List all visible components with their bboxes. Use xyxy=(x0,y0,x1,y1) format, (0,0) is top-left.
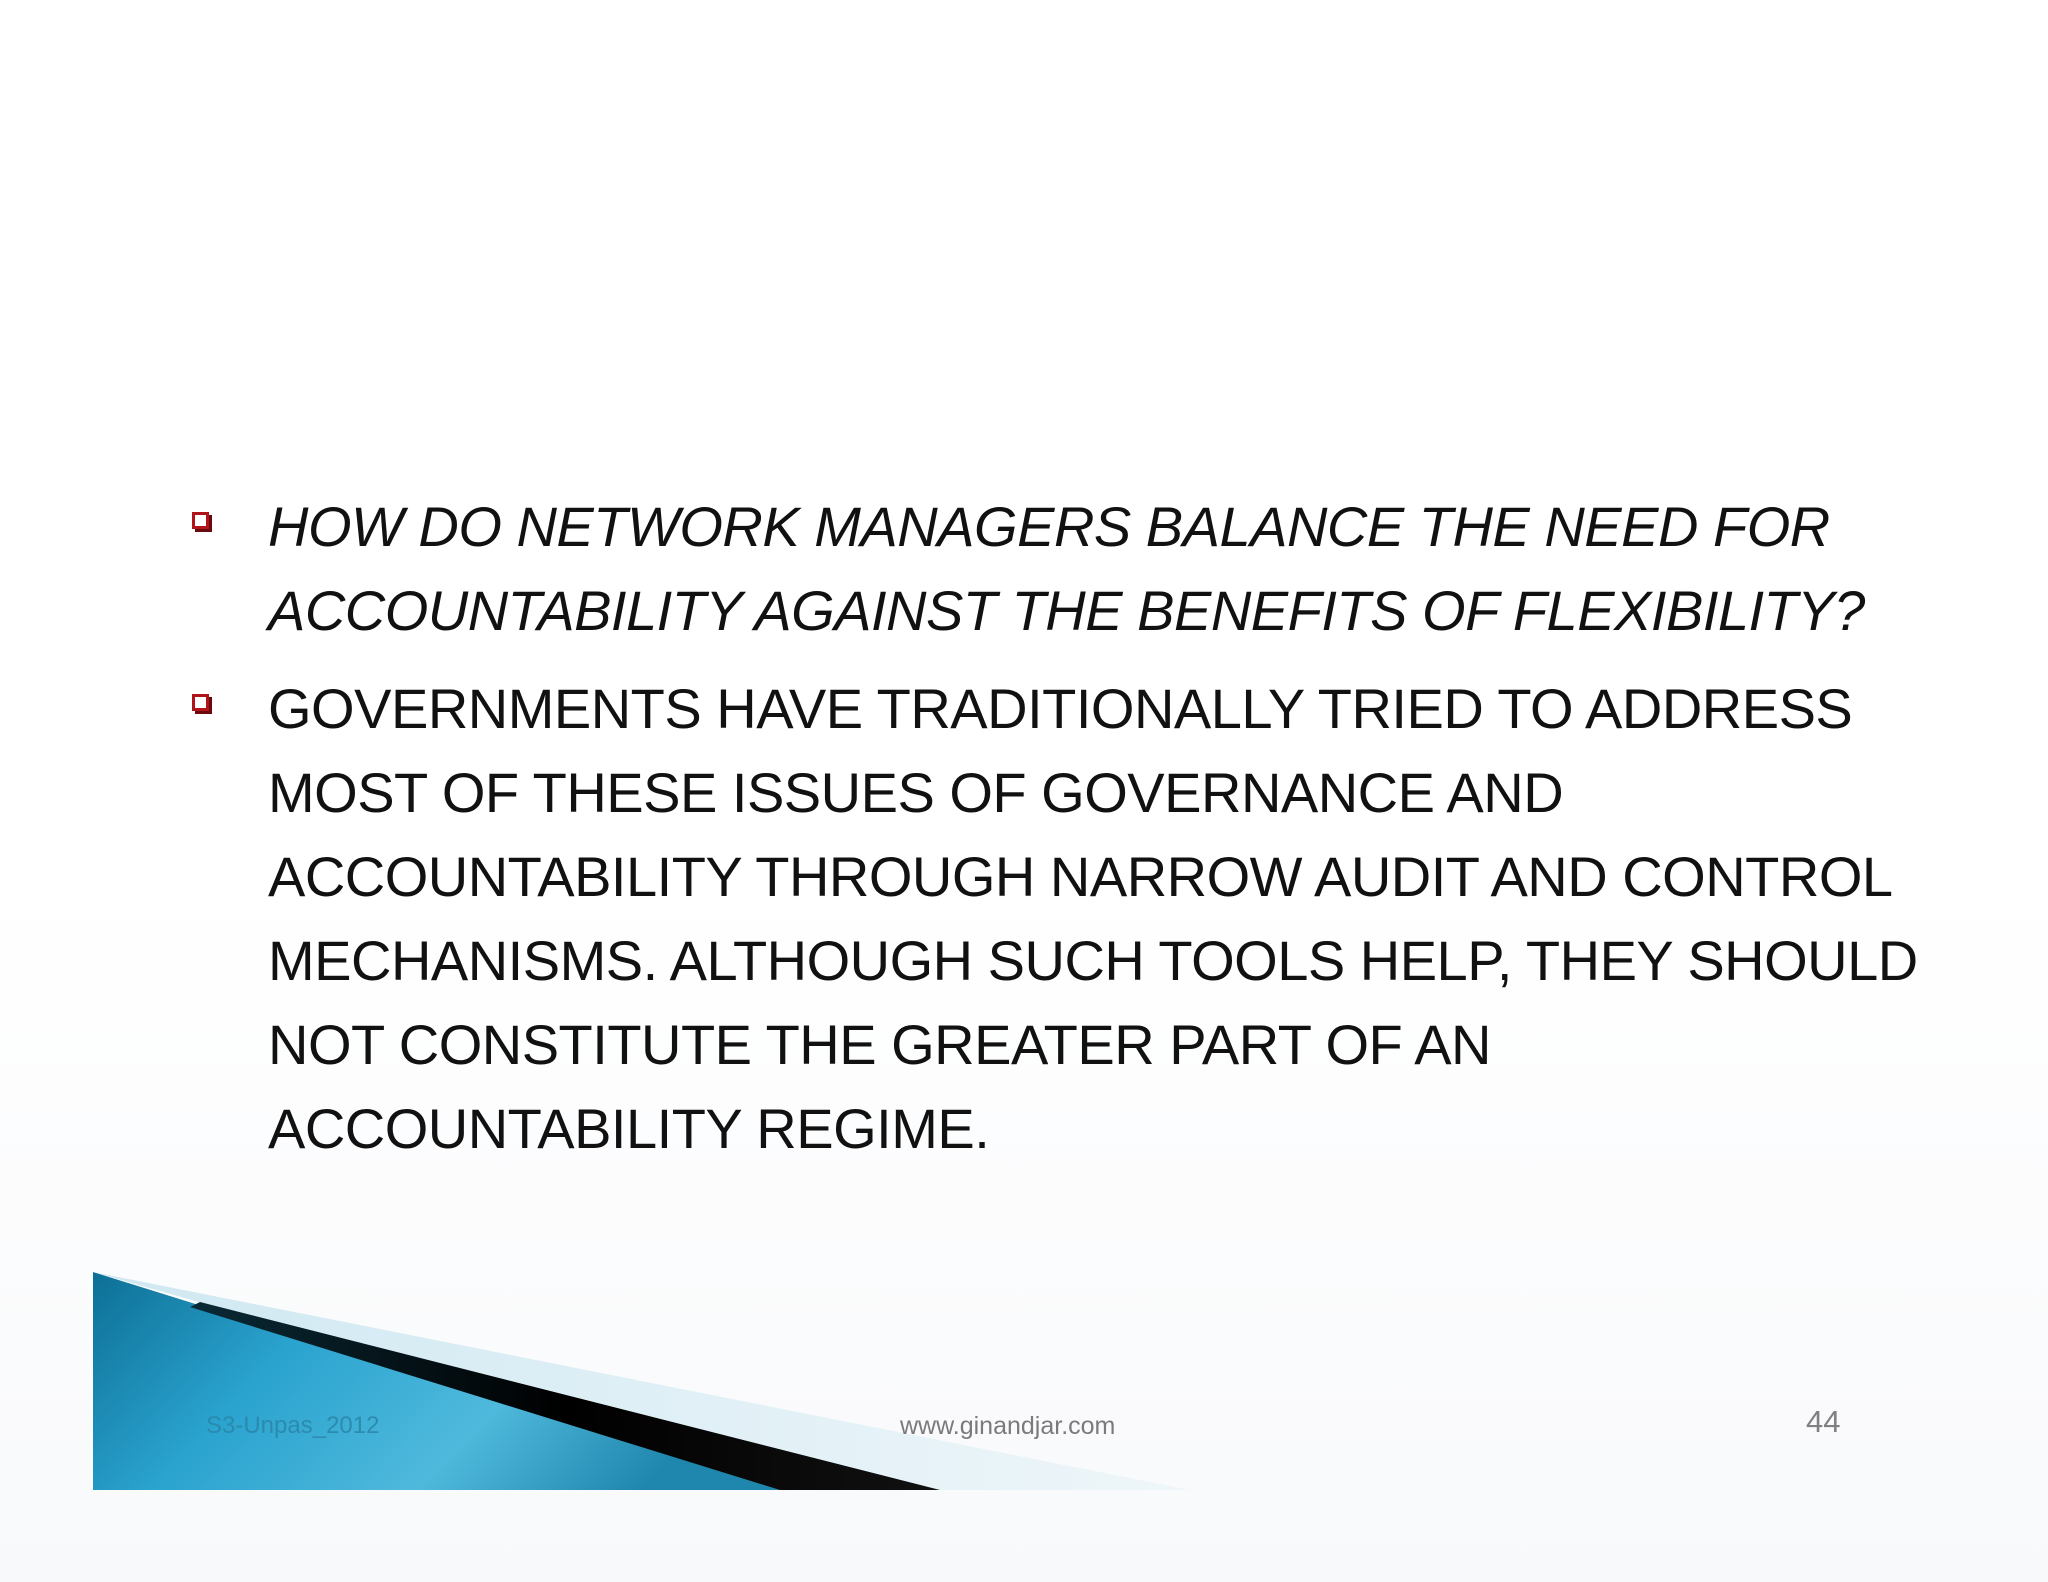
bullet-item xyxy=(188,485,1928,653)
footer-course-label: S3-Unpas_2012 xyxy=(206,1412,380,1439)
hollow-square-bullet-icon xyxy=(192,512,209,529)
bullet-item xyxy=(188,667,1928,1171)
bullet-list xyxy=(188,485,1928,1185)
page-number: 44 xyxy=(1806,1404,1841,1439)
hollow-square-bullet-icon xyxy=(192,694,209,711)
bullet-text-question: HOW DO NETWORK MANAGERS BALANCE THE NEED FOR ACCOUNTABILITY AGAINST THE BENEFITS OF FLEXIBILITY? xyxy=(268,495,1865,642)
bullet-text-statement: GOVERNMENTS HAVE TRADITIONALLY TRIED TO ADDRESS MOST OF THESE ISSUES OF GOVERNANCE AND ACCOUNTABILITY THROUGH NARROW AUDIT AND CONTROL MECHANISMS. ALTHOUGH SUCH TOOLS HELP, THEY SHOULD NOT CONSTITUTE THE GREATER PART OF AN ACCOUNTABILITY REGIME. xyxy=(268,677,1918,1160)
footer-website[interactable]: www.ginandjar.com xyxy=(900,1412,1116,1440)
